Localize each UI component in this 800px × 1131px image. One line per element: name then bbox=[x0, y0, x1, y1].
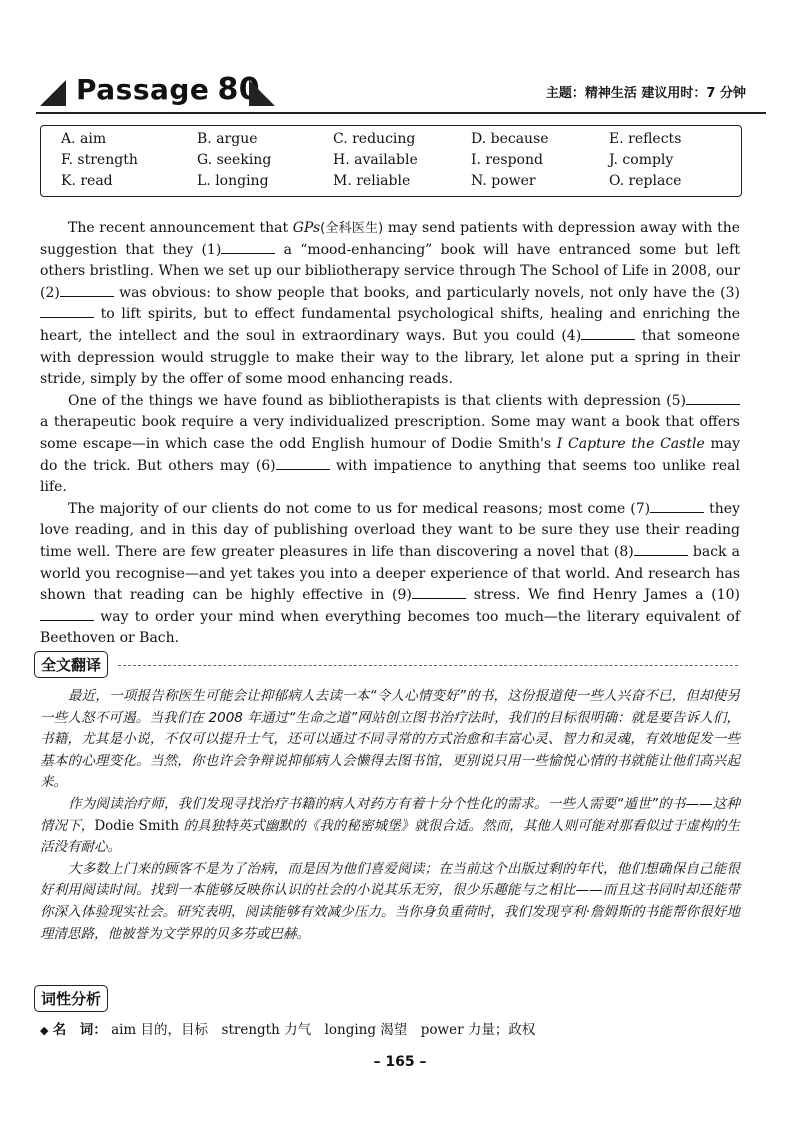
passage-header bbox=[36, 70, 766, 114]
blank-1[interactable] bbox=[221, 241, 275, 254]
text-run: they love reading, and in this day of publishing overload they want to be sure they use their reading time well. There are few greater pleasures in life than discovering a novel that (8) bbox=[40, 500, 740, 560]
text-run: a “mood-enhancing” book will have entranced some but left others bristling. When we set up our bibliotherapy service through The School of Life in 2008, our (2) bbox=[40, 241, 740, 301]
word-option: F. strength bbox=[61, 152, 138, 168]
translation-body bbox=[40, 686, 740, 945]
text-run: back a world you recognise—and yet takes you into a deeper experience of that world. And research has shown that reading can be highly effective in (9) bbox=[40, 543, 740, 604]
text-run: One of the things we have found as bibliotherapists is that clients with depression (5) bbox=[68, 392, 686, 409]
translation-paragraph-1: 最近，一项报告称医生可能会让抑郁病人去读一本“令人心情变好”的书，这份报道使一些人兴奋不已，但却使另一些人怒不可遏。当我们在 2008 年通过“生命之道”网站创立图书治疗法时，我们的目标很明确：就是要告诉人们，书籍，尤其是小说，不仅可以提升士气，还可以通过不同寻常的方式治愈和丰富心灵、智力和灵魂，有效地促发一些基本的心理变化。当然，你也许会争辩说抑郁病人会懒得去图书馆，更别说只用一些愉悦心情的书就能让他们高兴起来。 bbox=[40, 688, 740, 791]
text-run: The majority of our clients do not come to us for medical reasons; most come (7) bbox=[68, 500, 651, 517]
word-option: C. reducing bbox=[333, 131, 416, 147]
text-run: that someone with depression would struggle to make their way to the library, let alone put a spring in their stride, simply by the offer of some mood enhancing reads. bbox=[40, 327, 740, 388]
blank-8[interactable] bbox=[634, 543, 688, 556]
text-run: (全科医生) bbox=[320, 221, 384, 236]
passage-title bbox=[76, 72, 260, 107]
book-title: I Capture the Castle bbox=[556, 435, 705, 452]
blank-6[interactable] bbox=[276, 457, 330, 470]
passage-paragraph-2 bbox=[40, 391, 740, 499]
vocab-label: 词性分析 bbox=[34, 985, 108, 1012]
text-run: GPs bbox=[292, 220, 321, 236]
word-option: O. replace bbox=[609, 173, 682, 189]
passage-paragraph-3 bbox=[40, 499, 740, 650]
part-of-speech: 名 词： bbox=[52, 1022, 107, 1038]
text-run: may do the trick. But others may (6) bbox=[40, 435, 741, 474]
vocab-items: aim 目的，目标 strength 力气 longing 渴望 power 力量；政权 bbox=[111, 1022, 536, 1038]
word-bank bbox=[40, 125, 742, 197]
text-run: a therapeutic book require a very individualized prescription. Some may want a book that offers some escape—in which case the odd English humour of Dodie Smith's bbox=[40, 414, 740, 452]
text-run: stress. We find Henry James a (10) bbox=[465, 587, 740, 604]
page-number: – 165 – bbox=[373, 1054, 427, 1070]
blank-10[interactable] bbox=[40, 608, 94, 621]
word-option: D. because bbox=[471, 131, 549, 147]
passage-body bbox=[40, 218, 740, 650]
text-run: way to order your mind when everything becomes too much—the literary equivalent of Beethoven or Bach. bbox=[40, 608, 740, 647]
text-run: to lift spirits, but to effect fundamental psychological shifts, healing and enriching the heart, the intellect and the soul in extraordinary ways. But you could (4) bbox=[40, 306, 740, 344]
word-option: K. read bbox=[61, 173, 113, 189]
blank-4[interactable] bbox=[581, 327, 635, 340]
word-option: M. reliable bbox=[333, 173, 411, 189]
blank-9[interactable] bbox=[412, 586, 466, 599]
blank-3[interactable] bbox=[40, 305, 94, 318]
word-option: G. seeking bbox=[197, 152, 272, 168]
topic-label: 主题：精神生活 建议用时：7 分钟 bbox=[545, 86, 746, 101]
word-bank-row bbox=[61, 152, 741, 174]
word-option: N. power bbox=[471, 173, 536, 189]
blank-2[interactable] bbox=[60, 284, 114, 297]
passage-paragraph-1 bbox=[40, 218, 740, 391]
text-run: with impatience to anything that seems too unlike real life. bbox=[40, 457, 740, 496]
section-divider bbox=[118, 665, 738, 666]
text-run: The recent announcement that bbox=[68, 220, 293, 236]
passage-number: 80 bbox=[217, 72, 261, 107]
text-run: Dodie Smith bbox=[94, 817, 180, 834]
word-option: J. comply bbox=[609, 152, 674, 168]
diamond-icon: ◆ bbox=[40, 1024, 49, 1037]
header-rule bbox=[36, 112, 766, 114]
text-run: was obvious: to show people that books, and particularly novels, not only have the (3) bbox=[113, 284, 740, 301]
word-option: H. available bbox=[333, 152, 418, 168]
triangle-right-icon bbox=[249, 80, 275, 106]
word-option: I. respond bbox=[471, 152, 543, 168]
translation-label: 全文翻译 bbox=[34, 651, 108, 678]
word-option: B. argue bbox=[197, 131, 258, 147]
vocab-line bbox=[40, 1018, 740, 1038]
word-bank-row bbox=[61, 173, 741, 195]
word-option: L. longing bbox=[197, 173, 269, 189]
word-option: E. reflects bbox=[609, 131, 682, 147]
blank-5[interactable] bbox=[686, 392, 740, 405]
translation-paragraph-2 bbox=[40, 794, 740, 859]
text-run: may send patients with depression away with the suggestion that they (1) bbox=[40, 220, 740, 258]
translation-paragraph-3: 大多数上门来的顾客不是为了治病，而是因为他们喜爱阅读；在当前这个出版过剩的年代，他们想确保自己能很好利用阅读时间。找到一本能够反映你认识的社会的小说其乐无穷，很少乐趣能与之相比——而且这书同时却还能带你深入体验现实社会。研究表明，阅读能够有效减少压力。当你身负重荷时，我们发现亨利·詹姆斯的书能帮你很好地理清思路，他被誉为文学界的贝多芬或巴赫。 bbox=[40, 860, 740, 942]
triangle-left-icon bbox=[40, 80, 66, 106]
word-option: A. aim bbox=[61, 131, 107, 147]
passage-title-word: Passage bbox=[76, 73, 210, 106]
word-bank-row bbox=[61, 131, 741, 153]
text-run: 的具独特英式幽默的《我的秘密城堡》就很合适。然而，其他人则可能对那看似过于虚构的生活没有耐心。 bbox=[40, 817, 741, 856]
blank-7[interactable] bbox=[650, 500, 704, 513]
text-run: 作为阅读治疗师，我们发现寻找治疗书籍的病人对药方有着十分个性化的需求。一些人需要“遁世”的书——这种情况下， bbox=[40, 795, 740, 834]
